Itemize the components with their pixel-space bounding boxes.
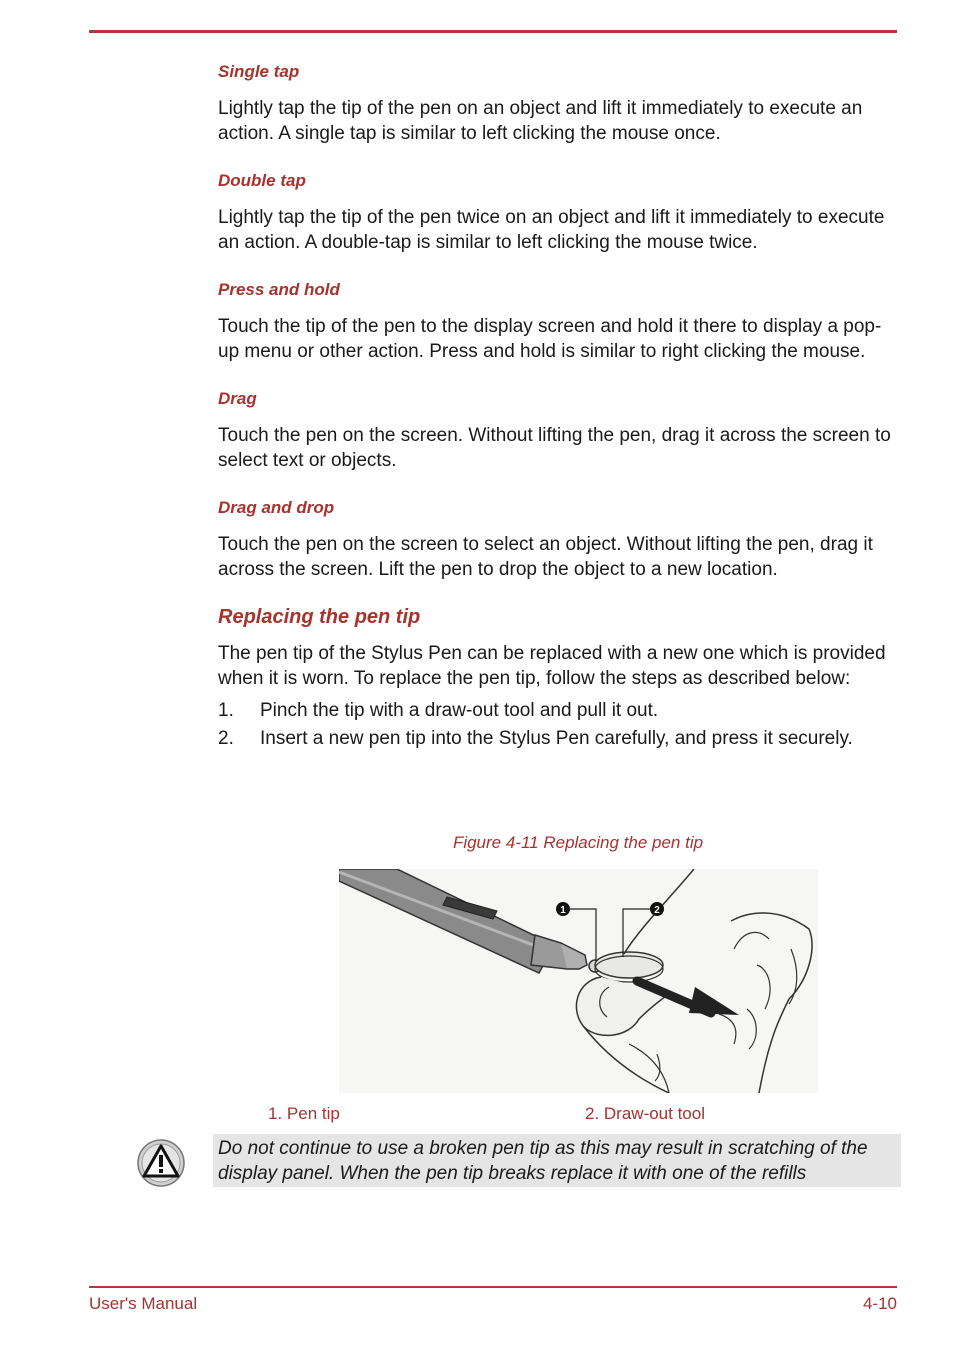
section-heading-single-tap: Single tap [218, 62, 300, 81]
section-text-press-and-hold: Touch the tip of the pen to the display screen and hold it there to display a pop-up menu or other action. Press and hold is similar to right clicking the mouse. [218, 316, 882, 362]
warning-text: Do not continue to use a broken pen tip as this may result in scratching of the display panel. When the pen tip breaks replace it with one of the refills [218, 1138, 868, 1184]
page-number: 4-10 [862, 1294, 897, 1313]
figure-label-pen-tip: 1. Pen tip [268, 1104, 340, 1123]
pen-tip-illustration [339, 869, 818, 1093]
footer-rule [89, 1286, 897, 1288]
warning-note [213, 1134, 901, 1187]
figure-label-draw-out-tool: 2. Draw-out tool [585, 1104, 705, 1123]
main-content [218, 60, 898, 751]
list-item [218, 699, 898, 724]
step-text: Pinch the tip with a draw-out tool and pull it out. [260, 700, 659, 721]
section-text-drag: Touch the pen on the screen. Without lifting the pen, drag it across the screen to select text or objects. [218, 425, 891, 471]
section-title-replacing-pen-tip: Replacing the pen tip [218, 606, 421, 628]
replacing-intro: The pen tip of the Stylus Pen can be replaced with a new one which is provided when it is worn. To replace the pen tip, follow the steps as described below: [218, 643, 886, 689]
section-text-drag-and-drop: Touch the pen on the screen to select an object. Without lifting the pen, drag it across the screen. Lift the pen to drop the object to a new location. [218, 534, 873, 580]
callout-1-label: 1 [560, 905, 566, 916]
list-item [218, 727, 898, 752]
figure-caption: Figure 4-11 Replacing the pen tip [452, 833, 704, 852]
section-text-double-tap: Lightly tap the tip of the pen twice on an object and lift it immediately to execute an action. A double-tap is similar to left clicking the mouse twice. [218, 207, 885, 253]
pen-illustration-svg [339, 869, 818, 1093]
section-text-single-tap: Lightly tap the tip of the pen on an object and lift it immediately to execute an action. A single tap is similar to left clicking the mouse once. [218, 98, 863, 144]
warning-triangle-icon [136, 1136, 186, 1188]
steps-list [218, 699, 898, 751]
callout-2-label: 2 [654, 905, 660, 916]
section-heading-drag: Drag [218, 389, 257, 408]
section-heading-double-tap: Double tap [218, 171, 306, 190]
footer-manual-title: User's Manual [89, 1294, 198, 1313]
section-heading-press-and-hold: Press and hold [218, 280, 340, 299]
header-rule [89, 30, 897, 33]
step-number: 2. [218, 727, 234, 749]
step-number: 1. [218, 700, 234, 721]
step-text: Insert a new pen tip into the Stylus Pen carefully, and press it securely. [260, 727, 853, 749]
section-heading-drag-and-drop: Drag and drop [218, 498, 335, 517]
